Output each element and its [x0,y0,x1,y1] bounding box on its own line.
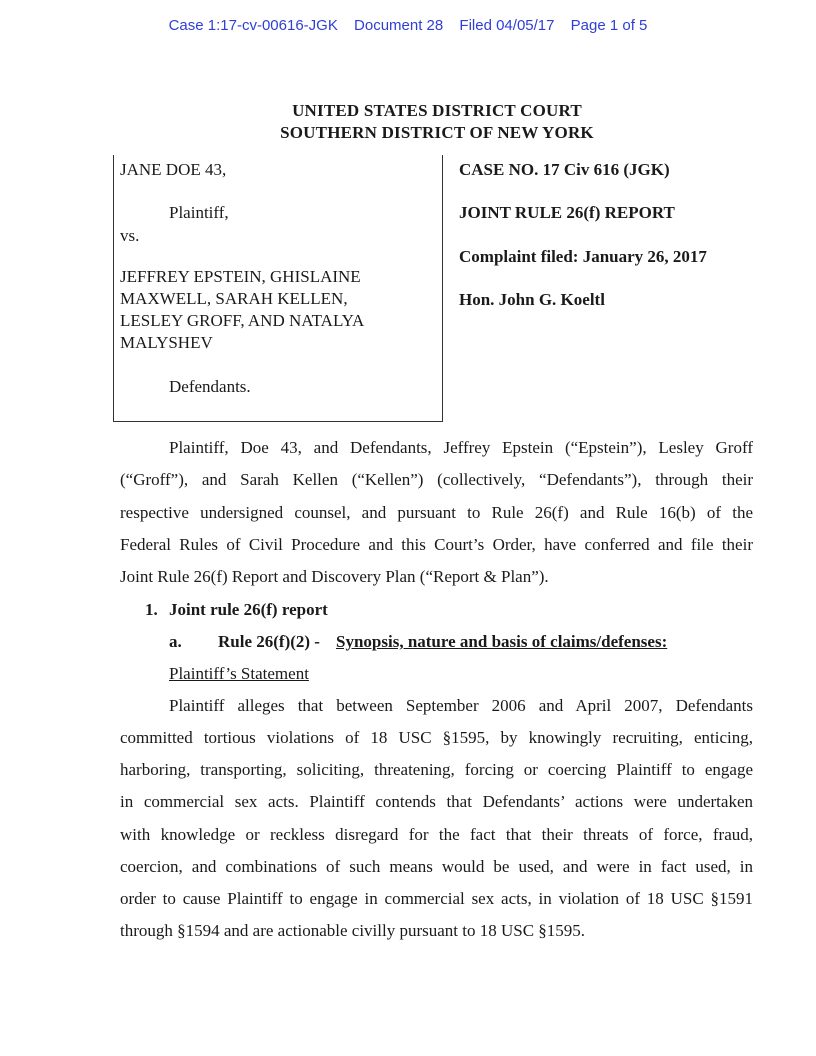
statement-line-7: order to cause Plaintiff to engage in commercial sex acts, in violation of 18 USC §1591 [120,889,753,908]
statement-line-6: coercion, and combinations of such means would be used, and were in fact used, in [120,857,753,876]
document-number: Document 28 [354,17,444,34]
report-title: JOINT RULE 26(f) REPORT [459,203,675,222]
section-1-title: Joint rule 26(f) report [169,600,328,619]
statement-line-8: through §1594 and are actionable civilly pursuant to 18 USC §1595. [120,921,586,940]
section-1-number: 1. [145,600,158,619]
subsection-a-letter: a. [169,632,182,651]
court-title-line2: SOUTHERN DISTRICT OF NEW YORK [280,123,594,142]
plaintiff-role: Plaintiff, [169,203,229,222]
plaintiff-statement-heading: Plaintiff’s Statement [169,664,309,683]
defendants-line-3: LESLEY GROFF, AND NATALYA [120,311,365,330]
intro-line-4: Federal Rules of Civil Procedure and this Court’s Order, have conferred and file their [120,535,753,554]
intro-line-1: Plaintiff, Doe 43, and Defendants, Jeffrey Epstein (“Epstein”), Lesley Groff [169,438,753,457]
intro-line-2: (“Groff”), and Sarah Kellen (“Kellen”) (collectively, “Defendants”), through their [120,470,753,489]
case-no: CASE NO. 17 Civ 616 (JGK) [459,160,670,179]
statement-line-1: Plaintiff alleges that between September 2006 and April 2007, Defendants [169,696,753,715]
statement-line-2: committed tortious violations of 18 USC §1595, by knowingly recruiting, enticing, [120,728,753,747]
intro-line-3: respective undersigned counsel, and pursuant to Rule 26(f) and Rule 16(b) of the [120,503,753,522]
ecf-header [0,17,816,34]
versus: vs. [120,226,140,245]
subsection-a-rule: Rule 26(f)(2) - [218,632,320,651]
defendants-role: Defendants. [169,377,251,396]
defendants-line-4: MALYSHEV [120,333,213,352]
judge-name: Hon. John G. Koeltl [459,290,605,309]
court-title-line1: UNITED STATES DISTRICT COURT [292,101,582,120]
statement-line-5: with knowledge or reckless disregard for the fact that their threats of force, fraud, [120,825,753,844]
complaint-filed: Complaint filed: January 26, 2017 [459,247,707,266]
intro-line-5: Joint Rule 26(f) Report and Discovery Plan (“Report & Plan”). [120,567,549,586]
subsection-a-title: Synopsis, nature and basis of claims/defenses: [336,632,668,651]
statement-line-4: in commercial sex acts. Plaintiff contends that Defendants’ actions were undertaken [120,792,753,811]
page-indicator: Page 1 of 5 [570,17,648,34]
defendants-line-1: JEFFREY EPSTEIN, GHISLAINE [120,267,361,286]
defendants-line-2: MAXWELL, SARAH KELLEN, [120,289,348,308]
case-number: Case 1:17-cv-00616-JGK [168,17,338,34]
statement-line-3: harboring, transporting, soliciting, threatening, forcing or coercing Plaintiff to engage [120,760,753,779]
plaintiff-name: JANE DOE 43, [120,160,227,179]
filed-date: Filed 04/05/17 [459,17,555,34]
